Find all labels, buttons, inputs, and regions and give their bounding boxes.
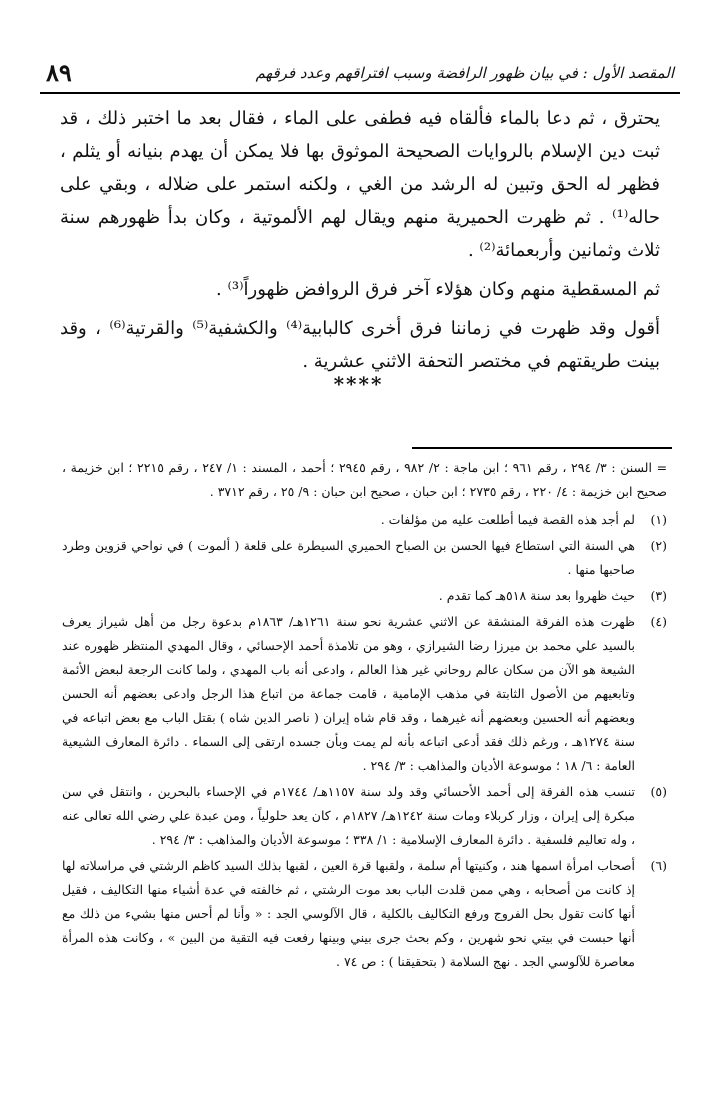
footnote-text: حيث ظهروا بعد سنة ٥١٨هـ كما تقدم . xyxy=(438,588,635,603)
footnote-text: تنسب هذه الفرقة إلى أحمد الأحسائي وقد ولد سنة ١١٥٧هـ/ ١٧٤٤م في الإحساء بالبحرين ، وانتقل في سن مبكرة إلى إيران ، وزار كربلاء ومات سنة ١٢٤٢هـ/ ١٨٢٧م ، كان يعد حلولياً ، ومن عبدة علي رضي الله تعالى عنه ، وله تعاليم فلسفية . دائرة المعارف الإسلامية : ١/ ٣٣٨ ؛ موسوعة الأديان والمذاهب : ٣/ ٢٩٤ . xyxy=(62,784,635,847)
footnote-number: (٥) xyxy=(650,784,667,799)
footnote-item xyxy=(62,534,667,582)
footnote-number: (١) xyxy=(650,512,667,527)
footnote-item xyxy=(62,508,667,532)
footnote-text: هي السنة التي استطاع فيها الحسن بن الصباح الحميري السيطرة على قلعة ( ألموت ) في نواحي قزوين وطرد صاحبها منها . xyxy=(62,538,635,577)
footnote-number: (٦) xyxy=(650,858,667,873)
footnote-item xyxy=(62,610,667,778)
body-paragraph: يحترق ، ثم دعا بالماء فألقاه فيه فطفى على الماء ، فقال بعد ما اختبر ذلك ، قد ثبت دين الإسلام بالروايات الصحيحة الموثوق بها فلا يمكن أن يهدم بنيانه أو يثلم ، فظهر له الحق وتبين له الرشد من الغي ، ولكنه استمر على ضلاله ، وبقي على حاله⁽¹⁾ . ثم ظهرت الحميرية منهم ويقال لهم الألموتية ، وكان بدأ ظهورهم سنة ثلاث وثمانين وأربعمائة⁽²⁾ . xyxy=(60,108,660,261)
running-head: المقصد الأول : في بيان ظهور الرافضة وسبب افتراقهم وعدد فرقهم xyxy=(255,64,674,82)
main-text xyxy=(60,102,660,384)
footnote-item xyxy=(62,584,667,608)
footnote-text: لم أجد هذه القصة فيما أطلعت عليه من مؤلفات . xyxy=(380,512,635,527)
footnote-continuation: = السنن : ٣/ ٢٩٤ ، رقم ٩٦١ ؛ ابن ماجة : ٢/ ٩٨٢ ، رقم ٢٩٤٥ ؛ أحمد ، المسند : ١/ ٢٤٧ ، رقم ٢٢١٥ ؛ ابن خزيمة ، صحيح ابن خزيمة : ٤/ ٢٢٠ ، رقم ٢٧٣٥ ؛ ابن حبان ، صحيح ابن حبان : ٩/ ٢٥ ، رقم ٣٧١٢ . xyxy=(62,460,668,499)
footnote-number: (٣) xyxy=(650,588,667,603)
footnote-text: ظهرت هذه الفرقة المنشقة عن الاثني عشرية نحو سنة ١٢٦١هـ/ ١٨٦٣م بدعوة رجل من أهل شيراز يعرف بالسيد علي محمد بن ميرزا رضا الشيرازي ، وهو من تلامذة أحمد الإحسائي ، وقال المهدي المنتظر ظهوره عند الشيعة هو الآن من سكان عالم روحاني غير هذا العالم ، وادعى أنه باب المهدي ، ولما كانت الرجعة لبعض الأئمة وتابعيهم من الأصول الثابتة في مذهب الإمامية ، قامت جماعة من اتباع هذا الرجل وادعى بعضهم أنه الحسن وبعضهم أنه الحسين وبعضهم أنه غيرهما ، وقد قام شاه إيران ( ناصر الدين شاه ) بقتل الباب مع بعض اتباعه في سنة ١٢٧٤هـ ، ورغم ذلك فقد أدعى اتباعه بأنه لم يمت وبأن جسده ارتقى إلى السماء . دائرة المعارف الشيعية العامة : ٦/ ١٨ ؛ موسوعة الأديان والمذاهب : ٣/ ٢٩٤ . xyxy=(62,614,636,773)
body-paragraph: ثم المسقطية منهم وكان هؤلاء آخر فرق الروافض ظهوراً⁽³⁾ . xyxy=(216,279,660,300)
footnote-number: (٢) xyxy=(650,538,667,553)
body-paragraph: أقول وقد ظهرت في زماننا فرق أخرى كالبابية⁽⁴⁾ والكشفية⁽⁵⁾ والقرتية⁽⁶⁾ ، وقد بينت طريقتهم في مختصر التحفة الاثني عشرية . xyxy=(60,318,661,372)
footnote-item xyxy=(62,854,667,974)
footnotes xyxy=(62,456,667,976)
footnote-item xyxy=(62,780,667,852)
footnote-text: أصحاب امرأة اسمها هند ، وكنيتها أم سلمة ، ولقبها قرة العين ، لقبها بذلك السيد كاظم الرشتي في مراسلاته لها إذ كانت من أصحابه ، وهي ممن قلدت الباب بعد موت الرشتي ، ثم خالفته في عدة أشياء منها التكاليف ، فقيل أنها كانت تقول بحل الفروج ورفع التكاليف بالكلية ، قال الآلوسي الجد : « وأنا لم أحس منها بشيء من ذلك مع أنها حبست في بيتي نحو شهرين ، وكم بحث جرى بيني وبينها رفعت فيه التقية من البين » ، وكانت هذه المرأة معاصرة للآلوسي الجد . نهج السلامة ( بتحقيقنا ) : ص ٧٤ . xyxy=(62,858,635,969)
footnote-divider xyxy=(412,447,672,449)
footnote-number: (٤) xyxy=(650,614,667,629)
page-number: ٨٩ xyxy=(46,58,72,87)
section-ornament: **** xyxy=(333,372,384,396)
page-header xyxy=(40,52,680,94)
